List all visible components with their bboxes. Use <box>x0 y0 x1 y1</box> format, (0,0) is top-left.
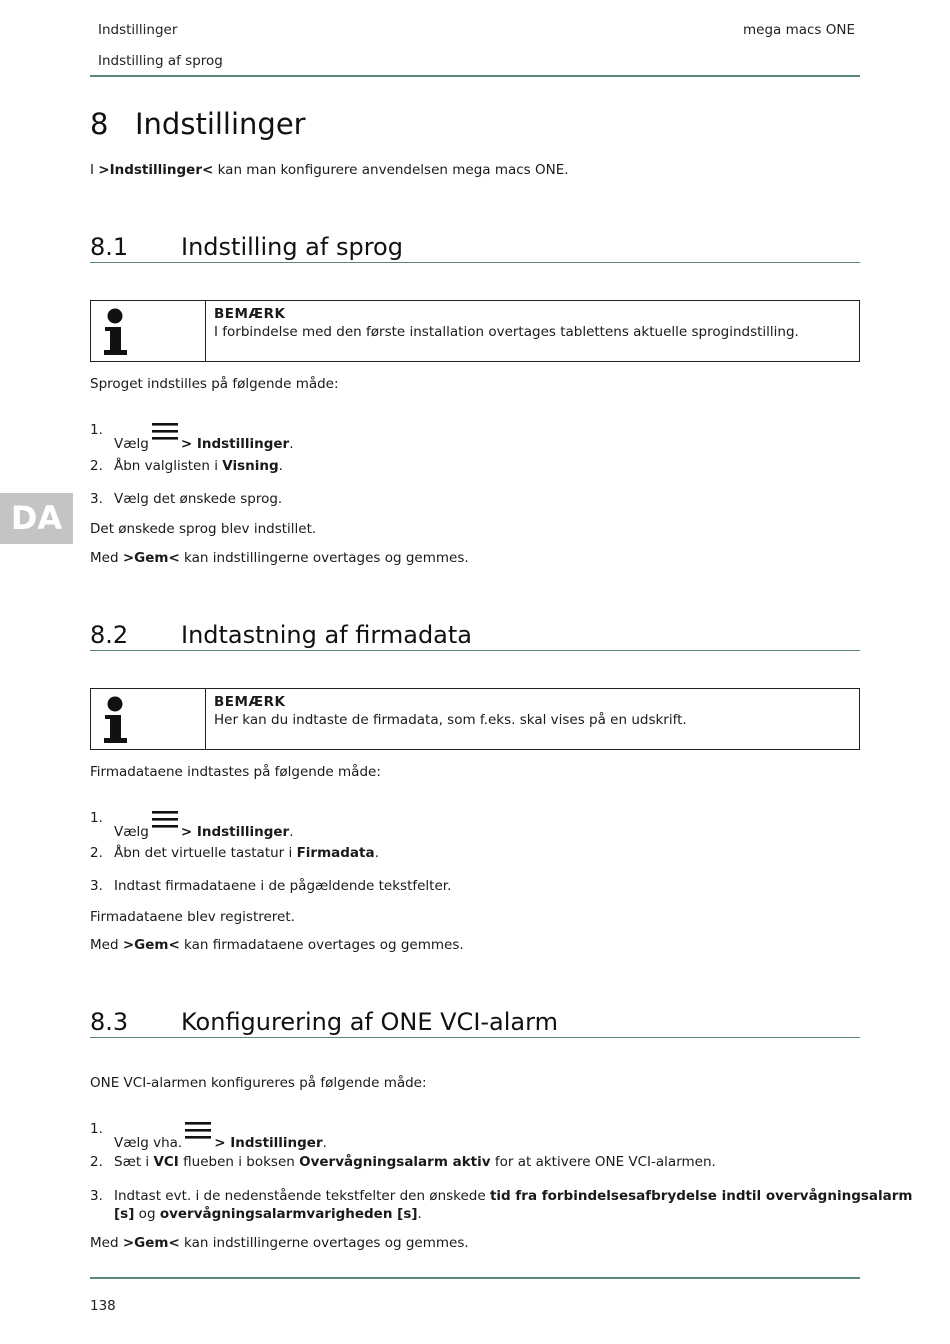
save-label: >Gem< <box>122 550 180 566</box>
step-1 <box>90 414 590 452</box>
section-rule <box>90 650 860 651</box>
punct: . <box>278 458 283 474</box>
step-number: 3. <box>90 878 103 894</box>
hamburger-menu-icon <box>152 422 178 442</box>
running-header-chapter: Indstillinger <box>98 22 178 38</box>
save-text: Med <box>90 1235 123 1251</box>
section-number: 8.2 <box>90 621 129 649</box>
step-text: Vælg <box>114 436 149 452</box>
section-number: 8.1 <box>90 233 129 261</box>
save-text: Med <box>90 937 123 953</box>
step-number: 3. <box>90 1188 103 1204</box>
step-number: 3. <box>90 491 103 507</box>
step-text: Vælg vha. <box>114 1135 183 1151</box>
save-instruction <box>90 937 464 953</box>
step-text: og <box>134 1206 160 1222</box>
save-text-rest: kan indstillingerne overtages og gemmes. <box>179 1235 469 1251</box>
section-title: Indstilling af sprog <box>181 233 403 261</box>
unit-seconds-label: [s] <box>114 1206 135 1222</box>
procedure-lead: Sproget indstilles på følgende måde: <box>90 376 339 392</box>
step-number: 2. <box>90 458 103 474</box>
save-text: Med <box>90 550 123 566</box>
step-number: 1. <box>90 1121 103 1137</box>
step-number: 1. <box>90 422 103 438</box>
step-text: Sæt i <box>114 1154 154 1170</box>
chapter-intro <box>90 162 569 178</box>
note-text: Her kan du indtaste de firmadata, som f.eks. skal vises på en udskrift. <box>214 712 687 728</box>
section-number: 8.3 <box>90 1008 129 1036</box>
save-label: >Gem< <box>122 1235 180 1251</box>
note-box <box>90 688 860 750</box>
section-heading-8-1 <box>90 233 690 263</box>
step-text: Indtast evt. i de nedenstående tekstfelter den ønskede <box>114 1188 490 1204</box>
section-heading-8-2 <box>90 621 690 651</box>
save-text-rest: kan firmadataene overtages og gemmes. <box>179 937 464 953</box>
result-text: Det ønskede sprog blev indstillet. <box>90 521 317 537</box>
step-number: 2. <box>90 1154 103 1170</box>
info-icon <box>91 689 205 749</box>
chapter-number: 8 <box>90 107 109 141</box>
view-field-label: Visning <box>222 458 279 474</box>
company-data-field-label: Firmadata <box>296 845 375 861</box>
note-label: BEMÆRK <box>214 694 286 710</box>
section-rule <box>90 1037 860 1038</box>
save-instruction <box>90 550 469 566</box>
step-1 <box>90 1113 590 1151</box>
section-title: Indtastning af firmadata <box>181 621 472 649</box>
note-label: BEMÆRK <box>214 306 286 322</box>
page-number: 138 <box>90 1298 116 1314</box>
info-icon <box>91 301 205 361</box>
alarm-duration-field-label: overvågningsalarmvarigheden [s] <box>159 1206 418 1222</box>
step-text: for at aktivere ONE VCI-alarmen. <box>490 1154 716 1170</box>
note-text: I forbindelse med den første installation overtages tablettens aktuelle sprogindstilling. <box>214 324 799 340</box>
hamburger-menu-icon <box>152 810 178 830</box>
section-heading-8-3 <box>90 1008 790 1038</box>
disconnect-time-field-label: tid fra forbindelsesafbrydelse indtil overvågningsalarm <box>489 1188 913 1204</box>
punct: . <box>289 436 294 452</box>
monitoring-alarm-checkbox-label: Overvågningsalarm aktiv <box>299 1154 491 1170</box>
chapter-title <box>90 107 306 141</box>
step-text: Vælg det ønskede sprog. <box>114 491 283 507</box>
chapter-title-text: Indstillinger <box>135 107 306 141</box>
punct: . <box>374 845 379 861</box>
note-box <box>90 300 860 362</box>
step-text: Vælg <box>114 824 149 840</box>
step-text: Indtast firmadataene i de pågældende tekstfelter. <box>114 878 452 894</box>
step-text: Åbn det virtuelle tastatur i <box>114 845 297 861</box>
procedure-lead: Firmadataene indtastes på følgende måde: <box>90 764 381 780</box>
header-rule <box>90 75 860 77</box>
save-text-rest: kan indstillingerne overtages og gemmes. <box>179 550 469 566</box>
language-tab: DA <box>0 493 73 544</box>
intro-settings-label: >Indstillinger< <box>98 162 214 178</box>
punct: . <box>417 1206 422 1222</box>
vci-label: VCI <box>153 1154 179 1170</box>
hamburger-menu-icon <box>185 1121 211 1141</box>
step-number: 2. <box>90 845 103 861</box>
step-number: 1. <box>90 810 103 826</box>
step-text: flueben i boksen <box>178 1154 300 1170</box>
note-icon-cell <box>91 301 206 361</box>
running-header-product: mega macs ONE <box>743 22 856 38</box>
settings-menu-label: > Indstillinger <box>180 824 290 840</box>
settings-menu-label: > Indstillinger <box>180 436 290 452</box>
settings-menu-label: > Indstillinger <box>214 1135 323 1151</box>
step-text: Åbn valglisten i <box>114 458 223 474</box>
step-1 <box>90 802 590 840</box>
section-title: Konfigurering af ONE VCI-alarm <box>181 1008 558 1036</box>
result-text: Firmadataene blev registreret. <box>90 909 295 925</box>
section-rule <box>90 262 860 263</box>
intro-text-rest: kan man konfigurere anvendelsen mega macs ONE. <box>213 162 569 178</box>
punct: . <box>322 1135 327 1151</box>
footer-rule <box>90 1277 860 1279</box>
save-label: >Gem< <box>122 937 180 953</box>
procedure-lead: ONE VCI-alarmen konfigureres på følgende måde: <box>90 1075 427 1091</box>
running-header-section: Indstilling af sprog <box>98 53 223 69</box>
note-icon-cell <box>91 689 206 749</box>
intro-text: I <box>90 162 99 178</box>
save-instruction <box>90 1235 469 1251</box>
punct: . <box>289 824 294 840</box>
